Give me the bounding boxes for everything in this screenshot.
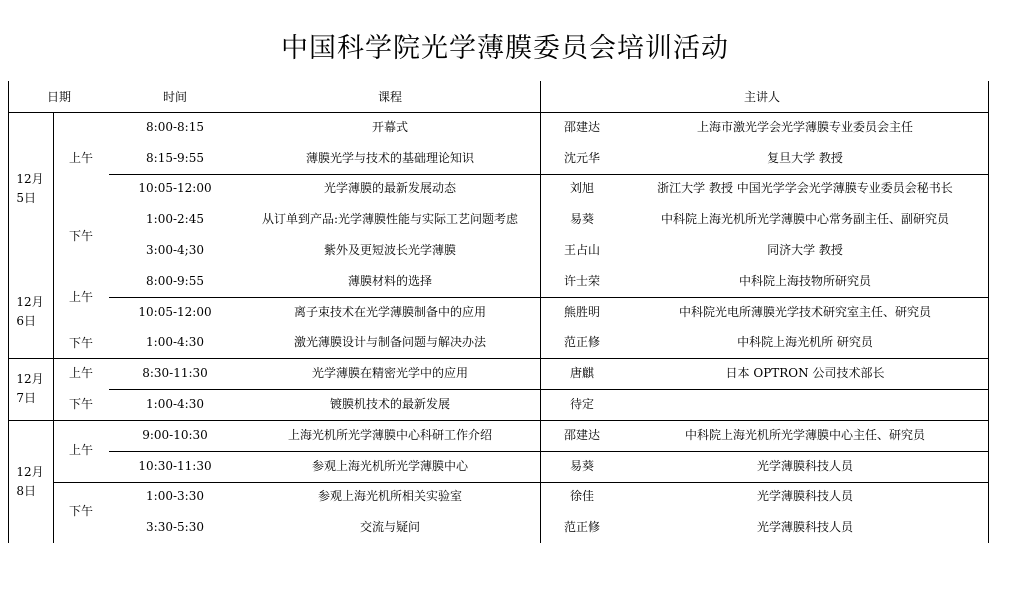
session-course: 参观上海光机所光学薄膜中心 (311, 458, 469, 473)
session-course: 紫外及更短波长光学薄膜 (323, 242, 457, 257)
speaker-affiliation: 上海市激光学会光学薄膜专业委员会主任 (696, 119, 914, 134)
session-time: 3:00-4;30 (146, 242, 204, 257)
speaker-affiliation: 中科院上海光机所光学薄膜中心常务副主任、副研究员 (660, 211, 950, 226)
row-divider (109, 297, 989, 298)
header-date: 日期 (46, 90, 72, 104)
period-label-am: 上午 (68, 366, 94, 380)
session-time: 1:00-4:30 (146, 335, 204, 349)
speaker-name: 唐麒 (569, 365, 595, 380)
speaker-affiliation: 同济大学 教授 (767, 242, 843, 257)
header-time: 时间 (162, 90, 188, 104)
session-course: 开幕式 (371, 119, 409, 134)
speaker-affiliation: 浙江大学 教授 中国光学学会光学薄膜专业委员会秘书长 (657, 181, 953, 195)
row-divider (109, 174, 989, 175)
speaker-affiliation: 光学薄膜科技人员 (756, 458, 854, 473)
session-time: 10:30-11:30 (138, 458, 212, 473)
day-label: 12月 8日 (16, 464, 44, 498)
session-course: 交流与疑问 (359, 519, 421, 534)
speaker-name: 邵建达 (563, 119, 601, 134)
speaker-affiliation: 日本 OPTRON 公司技术部长 (725, 365, 885, 380)
speaker-name: 范正修 (563, 519, 601, 534)
row-divider (109, 451, 989, 452)
speaker-name: 易葵 (569, 211, 595, 226)
speaker-affiliation: 中科院上海光机所 研究员 (737, 335, 873, 349)
session-time: 8:00-8:15 (146, 119, 204, 134)
session-time: 1:00-3:30 (146, 489, 204, 503)
session-course: 光学薄膜的最新发展动态 (323, 181, 457, 195)
period-label-pm: 下午 (68, 397, 94, 411)
session-course: 薄膜光学与技术的基础理论知识 (305, 150, 475, 165)
speaker-name: 邵建达 (563, 427, 601, 442)
session-time: 8:30-11:30 (142, 365, 208, 380)
column-divider-date (53, 112, 54, 543)
day-label: 12月 5日 (16, 172, 44, 205)
session-time: 10:05-12:00 (138, 304, 212, 319)
table-border-left (8, 81, 9, 543)
speaker-affiliation: 中科院光电所薄膜光学技术研究室主任、研究员 (678, 304, 932, 319)
period-label-am: 上午 (68, 290, 94, 304)
session-time: 1:00-4:30 (146, 396, 204, 411)
session-time: 3:30-5:30 (146, 519, 204, 534)
session-course: 参观上海光机所相关实验室 (317, 489, 463, 503)
speaker-affiliation: 光学薄膜科技人员 (756, 519, 854, 534)
period-label-pm: 下午 (68, 504, 94, 518)
session-time: 8:15-9:55 (146, 150, 204, 165)
page-title: 中国科学院光学薄膜委员会培训活动 (281, 33, 729, 64)
day-divider (8, 420, 989, 421)
period-label-am: 上午 (68, 151, 94, 165)
period-label-am: 上午 (68, 443, 94, 457)
session-time: 8:00-9:55 (146, 273, 204, 288)
session-time: 10:05-12:00 (138, 181, 212, 195)
speaker-name: 王占山 (563, 242, 601, 257)
header-course: 课程 (377, 90, 403, 104)
row-divider (109, 389, 989, 390)
header-speaker: 主讲人 (743, 90, 781, 104)
session-course: 上海光机所光学薄膜中心科研工作介绍 (287, 427, 493, 442)
header-bottom-rule (8, 112, 989, 113)
speaker-name: 徐佳 (569, 489, 595, 503)
speaker-name: 易葵 (569, 458, 595, 473)
session-course: 光学薄膜在精密光学中的应用 (311, 365, 469, 380)
speaker-affiliation: 中科院上海光机所光学薄膜中心主任、研究员 (684, 427, 926, 442)
session-time: 1:00-2:45 (146, 211, 204, 226)
session-time: 9:00-10:30 (142, 427, 208, 442)
speaker-name: 许士荣 (563, 273, 601, 288)
session-course: 镀膜机技术的最新发展 (329, 396, 451, 411)
speaker-affiliation: 中科院上海技物所研究员 (738, 273, 872, 288)
speaker-name: 熊胜明 (563, 304, 601, 319)
period-label-pm: 下午 (68, 336, 94, 350)
speaker-name: 待定 (569, 396, 595, 411)
speaker-affiliation: 光学薄膜科技人员 (756, 489, 854, 503)
column-divider-speaker (540, 81, 541, 543)
speaker-affiliation: 复旦大学 教授 (767, 150, 843, 165)
day-label: 12月 7日 (16, 372, 44, 405)
speaker-name: 刘旭 (569, 181, 595, 195)
session-course: 离子束技术在光学薄膜制备中的应用 (293, 304, 487, 319)
row-divider (53, 482, 989, 483)
session-course: 薄膜材料的选择 (347, 273, 433, 288)
table-border-right (988, 81, 989, 543)
day-label: 12月 6日 (16, 295, 44, 328)
session-course: 从订单到产品:光学薄膜性能与实际工艺问题考虑 (261, 211, 519, 226)
speaker-name: 范正修 (563, 335, 601, 349)
period-label-pm: 下午 (68, 229, 94, 243)
day-divider (8, 358, 989, 359)
session-course: 激光薄膜设计与制备问题与解决办法 (293, 335, 487, 349)
speaker-name: 沈元华 (563, 150, 601, 165)
